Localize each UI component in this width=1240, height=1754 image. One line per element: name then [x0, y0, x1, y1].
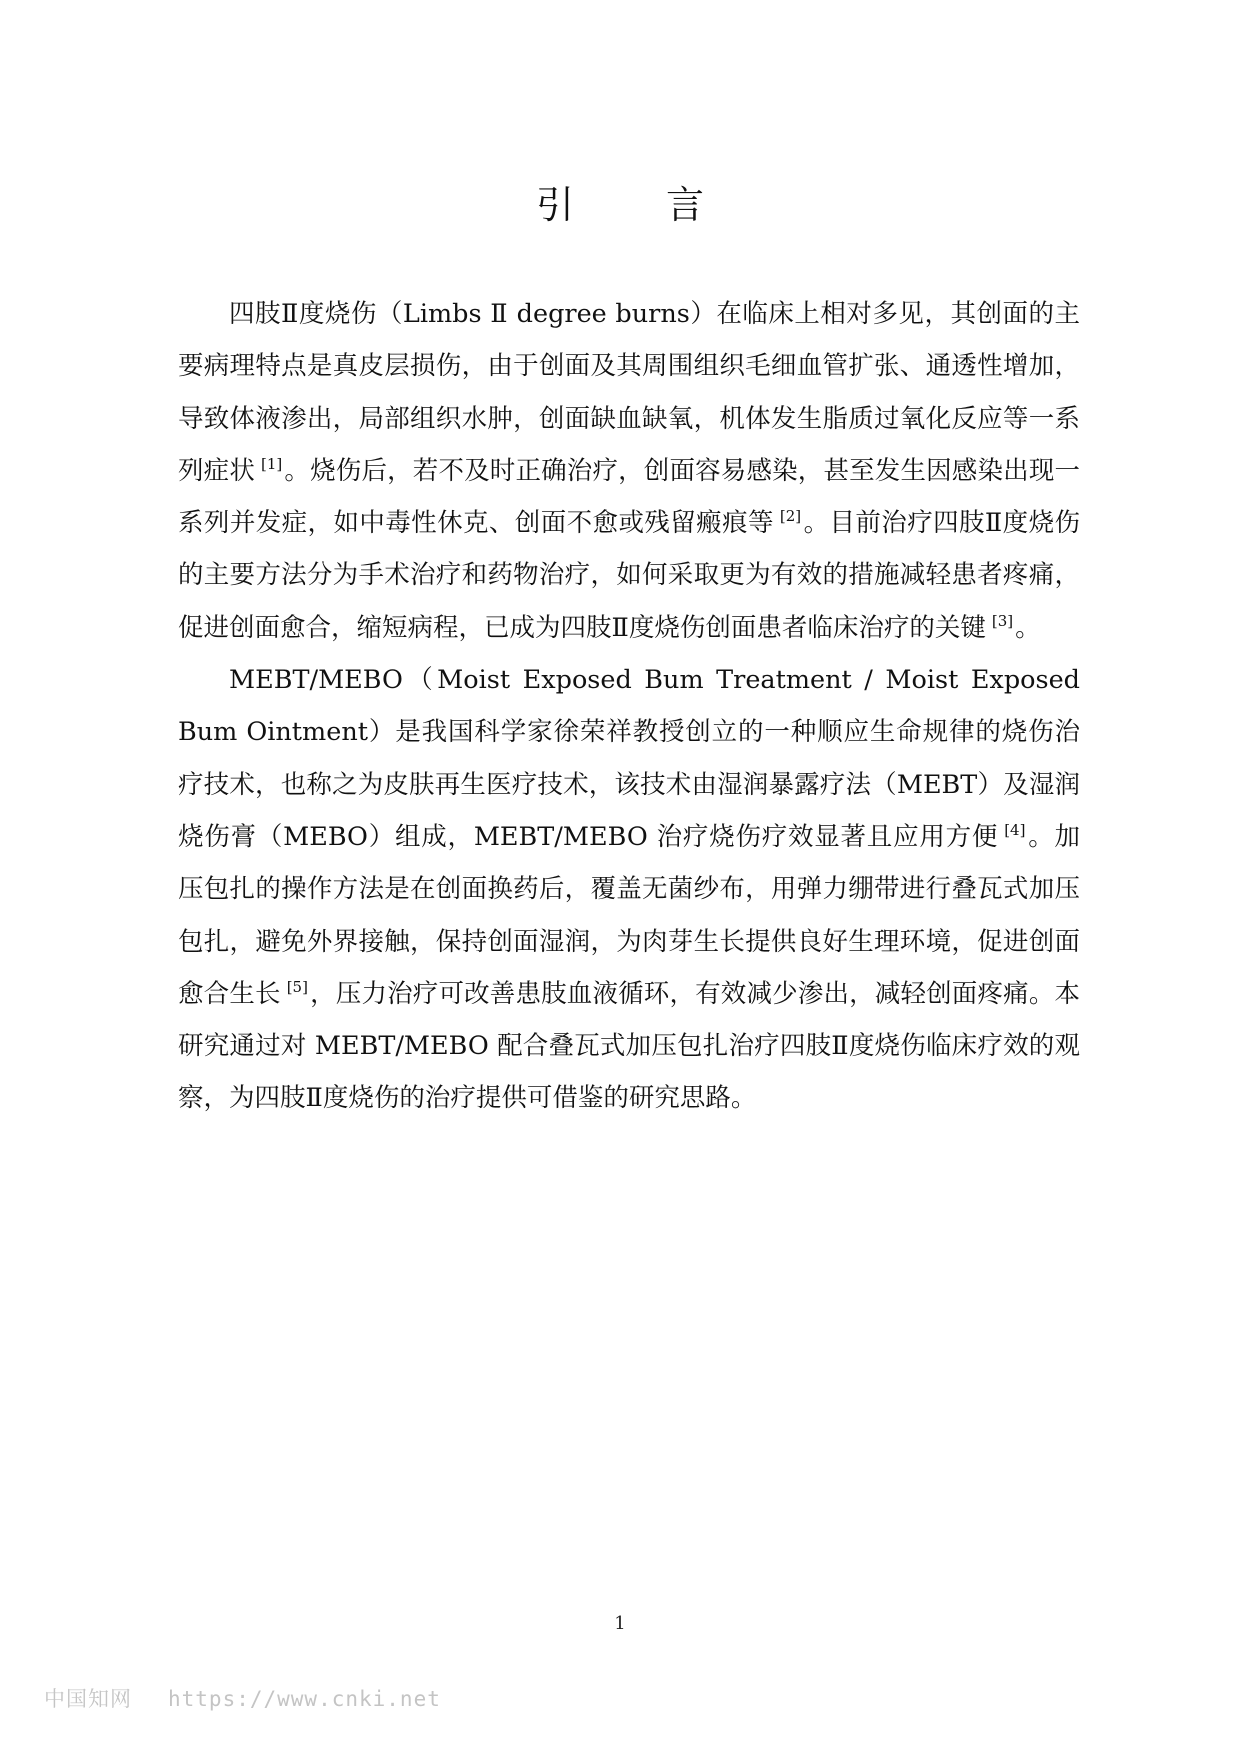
paragraph-1-text-2: 。烧伤后，若不及时正确治疗，创面容易感染，甚至发生因感染出现一系列并发症，如中毒性休克、创面不愈或残留瘢痕等	[178, 455, 1080, 539]
body-text	[178, 288, 1080, 1125]
citation-3: [3]	[991, 611, 1014, 630]
citation-2: [2]	[779, 507, 802, 526]
paragraph-1	[178, 288, 1080, 654]
watermark	[44, 1683, 441, 1713]
paragraph-2-text-3: ，压力治疗可改善患肢血液循环，有效减少渗出，减轻创面疼痛。本研究通过对 MEBT/MEBO 配合叠瓦式加压包扎治疗四肢Ⅱ度烧伤临床疗效的观察，为四肢Ⅱ度烧伤的治疗提供可借鉴的研究思路。	[178, 978, 1080, 1114]
citation-4: [4]	[1004, 820, 1026, 839]
paragraph-2-text-2: 。加压包扎的操作方法是在创面换药后，覆盖无菌纱布，用弹力绷带进行叠瓦式加压包扎，避免外界接触，保持创面湿润，为肉芽生长提供良好生理环境，促进创面愈合生长	[178, 821, 1080, 1009]
citation-1: [1]	[261, 454, 283, 473]
watermark-name: 中国知网	[44, 1687, 132, 1711]
page-number: 1	[614, 1613, 626, 1634]
paragraph-1-text-3: 。目前治疗四肢Ⅱ度烧伤的主要方法分为手术治疗和药物治疗，如何采取更为有效的措施减轻患者疼痛，促进创面愈合，缩短病程，已成为四肢Ⅱ度烧伤创面患者临床治疗的关键	[178, 508, 1080, 643]
paragraph-2-text-1: MEBT/MEBO（Moist Exposed Bum Treatment / Moist Exposed Bum Ointment）是我国科学家徐荣祥教授创立的一种顺应生命规律的烧伤治疗技术，也称之为皮肤再生医疗技术，该技术由湿润暴露疗法（MEBT）及湿润烧伤膏（MEBO）组成，MEBT/MEBO 治疗烧伤疗效显著且应用方便	[178, 665, 1080, 852]
paragraph-1-text-4: 。	[1015, 612, 1041, 643]
paragraph-2	[178, 654, 1080, 1125]
section-title: 引 言	[535, 183, 745, 227]
citation-5: [5]	[286, 977, 308, 996]
watermark-url: https://www.cnki.net	[168, 1687, 441, 1711]
paragraph-1-text-1: 四肢Ⅱ度烧伤（Limbs Ⅱ degree burns）在临床上相对多见，其创面的主要病理特点是真皮层损伤，由于创面及其周围组织毛细血管扩张、通透性增加，导致体液渗出，局部组织水肿，创面缺血缺氧，机体发生脂质过氧化反应等一系列症状	[178, 299, 1080, 486]
